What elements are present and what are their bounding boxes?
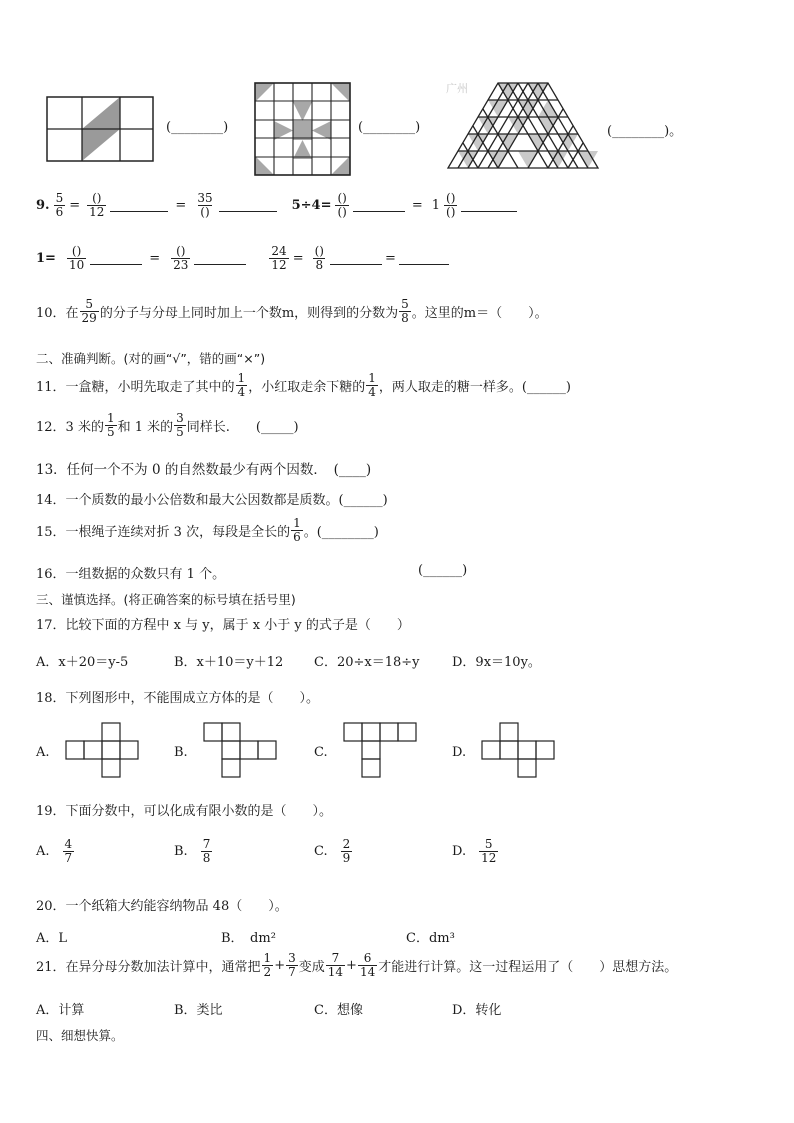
question-16: 16．一组数据的众数只有 1 个。 [36, 567, 226, 582]
q20-option-b[interactable]: B． dm² [221, 931, 276, 946]
fraction: $\frac{1}{2}$ [263, 951, 272, 979]
faint-watermark: 广州 [446, 82, 468, 95]
plus-sign: + [346, 958, 357, 973]
equals-sign: = [175, 198, 187, 213]
one-equals: 1= [36, 251, 56, 266]
fraction-blank[interactable]: $\frac{()}{()}$ [446, 191, 456, 219]
question-18-stem: 18．下列图形中，不能围成立方体的是（ ）。 [36, 691, 320, 706]
question-21-stem [36, 952, 677, 979]
figure3-answer-paren[interactable]: (________)。 [607, 124, 683, 139]
fraction: $\frac{1}{4}$ [368, 371, 376, 399]
fraction: $\frac{4}{7}$ [64, 837, 73, 865]
q16-answer-paren[interactable]: (______) [418, 563, 468, 578]
q15-answer-paren[interactable]: 。(________) [303, 525, 379, 540]
question-14: 14．一个质数的最小公倍数和最大公因数都是质数。(______) [36, 493, 388, 508]
cube-net-option-c[interactable] [342, 722, 422, 782]
q17-option-a[interactable]: A．x＋20＝y-5 [36, 655, 129, 670]
q11-text-pre: 11．一盒糖，小明先取走了其中的 [36, 380, 235, 395]
fraction: $\frac{1}{6}$ [293, 516, 301, 544]
option-label: A. [36, 844, 50, 859]
q10-answer-paren[interactable]: 。这里的m＝（ ）。 [411, 306, 548, 321]
fraction: $\frac{3}{7}$ [288, 951, 296, 979]
option-label: B. [174, 844, 188, 859]
question-12 [36, 412, 299, 439]
question-9-line1 [36, 192, 517, 219]
q15-text-pre: 15．一根绳子连续对折 3 次，每段是全长的 [36, 525, 291, 540]
fraction: $\frac{2}{9}$ [342, 837, 351, 865]
q21-option-b[interactable]: B．类比 [174, 1003, 223, 1018]
answer-blank[interactable] [461, 199, 517, 212]
plus-sign: + [274, 958, 286, 973]
q19-option-b[interactable] [174, 838, 213, 865]
fraction: $\frac{1}{4}$ [237, 371, 246, 399]
q21-text-pre: 21．在异分母分数加法计算中，通常把 [36, 960, 261, 975]
fraction: $\frac{5}{29}$ [81, 297, 97, 325]
equals-sign: = [384, 251, 396, 266]
fraction: $\frac{7}{8}$ [202, 837, 211, 865]
q21-text-mid: 变成 [298, 960, 325, 975]
fraction: $\frac{5}{6}$ [55, 191, 64, 219]
section-3-heading: 三、谨慎选择。(将正确答案的标号填在括号里) [36, 592, 296, 607]
q18-option-a-label[interactable]: A. [36, 745, 50, 760]
question-10 [36, 298, 548, 325]
answer-blank[interactable] [194, 252, 246, 265]
option-label: D. [452, 844, 467, 859]
q21-option-a[interactable]: A．计算 [36, 1003, 85, 1018]
figure-grid-5x5 [252, 80, 352, 178]
q19-option-d[interactable] [452, 838, 499, 865]
equals-sign: = [292, 251, 304, 266]
fraction-blank[interactable]: $\frac{()}{23}$ [173, 244, 189, 272]
section-4-heading: 四、细想快算。 [36, 1028, 124, 1043]
answer-blank[interactable] [399, 252, 449, 265]
q12-text-mid: 和 1 米的 [117, 420, 174, 435]
answer-blank[interactable] [353, 199, 405, 212]
q18-option-c-label[interactable]: C. [314, 745, 328, 760]
fraction: $\frac{6}{14}$ [359, 951, 376, 979]
question-19-stem: 19．下面分数中，可以化成有限小数的是（ ）。 [36, 804, 333, 819]
cube-net-option-b[interactable] [202, 722, 282, 780]
fraction-blank[interactable]: $\frac{()}{10}$ [68, 244, 85, 272]
q11-answer-paren[interactable]: ，两人取走的糖一样多。(______) [378, 380, 571, 395]
figure2-answer-paren[interactable]: (________) [358, 120, 421, 135]
question-17-stem: 17．比较下面的方程中 x 与 y，属于 x 小于 y 的式子是（ ） [36, 618, 410, 633]
mixed-number-whole: 1 [431, 198, 441, 213]
q17-option-c[interactable]: C．20÷x＝18÷y [314, 655, 420, 670]
cube-net-option-a[interactable] [64, 722, 144, 780]
equals-sign: = [411, 198, 423, 213]
figure-grid-2x3 [44, 93, 156, 165]
answer-blank[interactable] [110, 199, 168, 212]
q18-option-b-label[interactable]: B. [174, 745, 188, 760]
q21-text-post: 才能进行计算。这一过程运用了（ ）思想方法。 [378, 960, 678, 975]
fraction: $\frac{7}{14}$ [327, 951, 344, 979]
fraction-blank[interactable]: $\frac{()}{12}$ [89, 191, 105, 219]
q11-text-mid: ，小红取走余下糖的 [248, 380, 366, 395]
question-9-line2 [36, 245, 449, 272]
fraction-blank[interactable]: $\frac{35}{()}$ [197, 191, 213, 219]
q17-option-d[interactable]: D．9x＝10y。 [452, 655, 541, 670]
q9-number: 9. [36, 198, 50, 213]
question-13: 13．任何一个不为 0 的自然数最少有两个因数． (____) [36, 462, 372, 478]
equals-sign: = [149, 251, 161, 266]
division-expression: 5÷4= [291, 198, 332, 213]
fraction-blank[interactable]: $\frac{()}{()}$ [337, 191, 347, 219]
answer-blank[interactable] [330, 252, 382, 265]
fraction: $\frac{5}{8}$ [401, 297, 409, 325]
equals-sign: = [69, 198, 81, 213]
question-11 [36, 372, 571, 399]
question-20-stem: 20．一个纸箱大约能容纳物品 48（ ）。 [36, 899, 288, 914]
q19-option-a[interactable] [36, 838, 75, 865]
fraction: $\frac{1}{5}$ [106, 411, 115, 439]
q10-text-pre: 10．在 [36, 306, 79, 321]
question-15 [36, 517, 379, 544]
fraction-blank[interactable]: $\frac{()}{8}$ [314, 244, 324, 272]
cube-net-option-d[interactable] [480, 722, 560, 780]
q12-answer-paren[interactable]: 同样长. (_____) [186, 420, 299, 435]
answer-blank[interactable] [90, 252, 142, 265]
q19-option-c[interactable] [314, 838, 353, 865]
q12-text-pre: 12．3 米的 [36, 420, 104, 435]
section-2-heading: 二、准确判断。(对的画“√”，错的画“×”) [36, 351, 266, 366]
answer-blank[interactable] [219, 199, 277, 212]
q21-option-c[interactable]: C．想像 [314, 1003, 363, 1018]
fraction: $\frac{3}{5}$ [176, 411, 184, 439]
q20-option-c[interactable]: C．dm³ [406, 931, 455, 946]
fraction: $\frac{5}{12}$ [481, 837, 497, 865]
q21-option-d[interactable]: D．转化 [452, 1003, 502, 1018]
q10-text-mid: 的分子与分母上同时加上一个数m，则得到的分数为 [99, 306, 399, 321]
figure-trapezoid-triangles [443, 80, 603, 174]
q18-option-d-label[interactable]: D. [452, 745, 467, 760]
option-label: C. [314, 844, 328, 859]
figure1-answer-paren[interactable]: (________) [166, 120, 229, 135]
q20-option-a[interactable]: A．L [36, 931, 68, 946]
fraction: $\frac{24}{12}$ [271, 244, 287, 272]
q17-option-b[interactable]: B．x＋10＝y＋12 [174, 655, 284, 670]
